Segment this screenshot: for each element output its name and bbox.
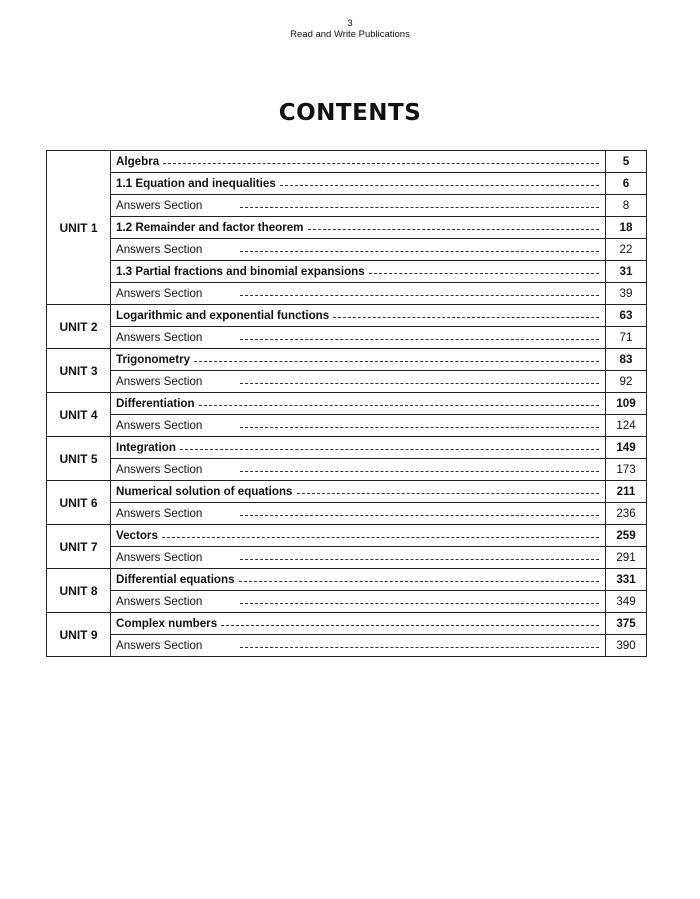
dotted-leader [280,185,599,186]
page-number-cell: 331 [606,569,647,591]
dotted-leader [240,251,599,252]
table-row [47,173,647,195]
chapter-entry[interactable] [111,155,605,168]
page-number-cell: 18 [606,217,647,239]
page-number-cell: 71 [606,327,647,349]
page-number-cell: 173 [606,459,647,481]
dotted-leader [199,405,599,406]
entry-cell [111,283,606,305]
chapter-entry[interactable] [111,309,605,322]
entry-title: Answers Section [116,507,203,520]
entry-title: Answers Section [116,419,203,432]
entry-title: Answers Section [116,639,203,652]
answers-entry[interactable] [111,551,605,564]
chapter-entry[interactable] [111,441,605,454]
dotted-leader [162,537,599,538]
unit-label: UNIT 9 [47,613,111,657]
entry-title: 1.2 Remainder and factor theorem [116,221,304,234]
table-row [47,569,647,591]
entry-title: Vectors [116,529,158,542]
table-row [47,261,647,283]
entry-cell [111,525,606,547]
chapter-entry[interactable] [111,177,605,190]
contents-table-body [47,151,647,657]
answers-entry[interactable] [111,595,605,608]
entry-cell [111,547,606,569]
table-row [47,525,647,547]
table-row [47,195,647,217]
entry-title: Answers Section [116,199,203,212]
chapter-entry[interactable] [111,529,605,542]
unit-label: UNIT 7 [47,525,111,569]
entry-cell [111,151,606,173]
chapter-entry[interactable] [111,221,605,234]
table-row [47,393,647,415]
entry-cell [111,635,606,657]
answers-entry[interactable] [111,331,605,344]
entry-title: Numerical solution of equations [116,485,293,498]
entry-title: Algebra [116,155,160,168]
entry-cell [111,613,606,635]
answers-entry[interactable] [111,639,605,652]
table-row [47,437,647,459]
answers-entry[interactable] [111,375,605,388]
dotted-leader [369,273,599,274]
page-number-cell: 92 [606,371,647,393]
entry-title: Answers Section [116,375,203,388]
unit-label: UNIT 6 [47,481,111,525]
answers-entry[interactable] [111,243,605,256]
page-number-cell: 211 [606,481,647,503]
entry-title: Answers Section [116,463,203,476]
unit-label: UNIT 2 [47,305,111,349]
entry-title: Answers Section [116,595,203,608]
dotted-leader [240,427,599,428]
dotted-leader [297,493,600,494]
table-row [47,591,647,613]
entry-cell [111,437,606,459]
page-header [0,18,700,40]
page-number-cell: 8 [606,195,647,217]
chapter-entry[interactable] [111,265,605,278]
dotted-leader [240,603,599,604]
entry-cell [111,349,606,371]
answers-entry[interactable] [111,507,605,520]
entry-cell [111,591,606,613]
chapter-entry[interactable] [111,353,605,366]
entry-cell [111,305,606,327]
table-row [47,327,647,349]
contents-table [46,150,647,657]
table-row [47,481,647,503]
table-row [47,503,647,525]
entry-title: Logarithmic and exponential functions [116,309,330,322]
table-row [47,217,647,239]
table-row [47,613,647,635]
dotted-leader [240,339,599,340]
table-row [47,547,647,569]
entry-title: Answers Section [116,287,203,300]
table-row [47,239,647,261]
entry-cell [111,459,606,481]
page-number-cell: 349 [606,591,647,613]
dotted-leader [180,449,599,450]
entry-title: Trigonometry [116,353,191,366]
entry-title: 1.3 Partial fractions and binomial expansions [116,265,365,278]
dotted-leader [240,515,599,516]
page-number-cell: 124 [606,415,647,437]
entry-cell [111,327,606,349]
table-row [47,635,647,657]
dotted-leader [240,559,599,560]
publisher-name: Read and Write Publications [290,29,410,40]
page-number-cell: 5 [606,151,647,173]
dotted-leader [240,295,599,296]
entry-cell [111,217,606,239]
unit-label: UNIT 1 [47,151,111,305]
table-row [47,283,647,305]
entry-cell [111,415,606,437]
page-number-cell: 291 [606,547,647,569]
entry-title: Answers Section [116,551,203,564]
chapter-entry[interactable] [111,485,605,498]
entry-cell [111,569,606,591]
page-number-cell: 390 [606,635,647,657]
entry-cell [111,239,606,261]
page-number-cell: 83 [606,349,647,371]
unit-label: UNIT 5 [47,437,111,481]
page-number: 3 [347,18,353,29]
entry-cell [111,371,606,393]
entry-title: 1.1 Equation and inequalities [116,177,276,190]
answers-entry[interactable] [111,463,605,476]
page-number-cell: 375 [606,613,647,635]
table-row [47,151,647,173]
table-row [47,459,647,481]
entry-title: Differential equations [116,573,235,586]
unit-label: UNIT 8 [47,569,111,613]
entry-cell [111,393,606,415]
answers-entry[interactable] [111,199,605,212]
chapter-entry[interactable] [111,617,605,630]
dotted-leader [163,163,599,164]
table-row [47,305,647,327]
entry-title: Integration [116,441,176,454]
answers-entry[interactable] [111,287,605,300]
dotted-leader [221,625,599,626]
page-number-cell: 149 [606,437,647,459]
page-number-cell: 6 [606,173,647,195]
dotted-leader [240,207,599,208]
unit-label: UNIT 4 [47,393,111,437]
page-number-cell: 63 [606,305,647,327]
page-number-cell: 109 [606,393,647,415]
table-row [47,371,647,393]
table-row [47,349,647,371]
dotted-leader [239,581,599,582]
entry-cell [111,261,606,283]
page-number-cell: 31 [606,261,647,283]
entry-title: Answers Section [116,331,203,344]
dotted-leader [308,229,600,230]
entry-cell [111,503,606,525]
unit-label: UNIT 3 [47,349,111,393]
dotted-leader [240,383,599,384]
entry-title: Differentiation [116,397,195,410]
contents-title: CONTENTS [278,100,422,126]
page-number-cell: 236 [606,503,647,525]
dotted-leader [240,647,599,648]
page-number-cell: 259 [606,525,647,547]
entry-title: Answers Section [116,243,203,256]
dotted-leader [333,317,599,318]
chapter-entry[interactable] [111,573,605,586]
table-row [47,415,647,437]
entry-title: Complex numbers [116,617,218,630]
dotted-leader [240,471,599,472]
answers-entry[interactable] [111,419,605,432]
entry-cell [111,481,606,503]
entry-cell [111,173,606,195]
entry-cell [111,195,606,217]
page-number-cell: 22 [606,239,647,261]
page-number-cell: 39 [606,283,647,305]
chapter-entry[interactable] [111,397,605,410]
dotted-leader [194,361,599,362]
